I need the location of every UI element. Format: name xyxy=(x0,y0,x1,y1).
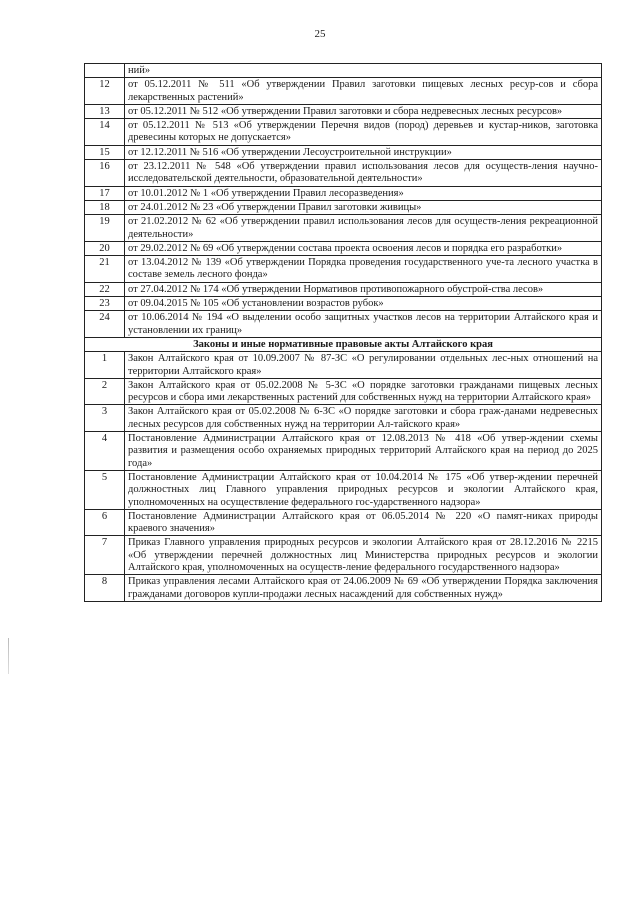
row-number: 17 xyxy=(85,186,125,200)
row-text: от 05.12.2011 № 513 «Об утверждении Перечня видов (пород) деревьев и кустар-ников, заготовка древесины которых не допускается» xyxy=(125,119,602,146)
row-text: Приказ управления лесами Алтайского края от 24.06.2009 № 69 «Об утверждении Порядка заключения гражданами договоров купли-продажи лесных насаждений для собственных нужд» xyxy=(125,575,602,602)
table-row xyxy=(85,256,602,283)
row-number: 24 xyxy=(85,311,125,338)
row-text: от 10.01.2012 № 1 «Об утверждении Правил лесоразведения» xyxy=(125,186,602,200)
row-text: Постановление Администрации Алтайского края от 10.04.2014 № 175 «Об утвер-ждении перечней должностных лиц Главного управления природных ресурсов и экологии Алтайского края, уполномоченных на осуществление федерального гос-ударственного надзора» xyxy=(125,470,602,509)
row-number: 2 xyxy=(85,378,125,405)
table-row xyxy=(85,104,602,118)
regional-acts-rows xyxy=(85,352,602,602)
table-row xyxy=(85,282,602,296)
table-row xyxy=(85,378,602,405)
table-row xyxy=(85,64,602,78)
table-row xyxy=(85,241,602,255)
legal-acts-table xyxy=(84,63,602,602)
legal-acts-table-container xyxy=(84,63,602,602)
federal-acts-rows xyxy=(85,64,602,352)
row-number: 6 xyxy=(85,509,125,536)
row-number: 13 xyxy=(85,104,125,118)
section-heading-row xyxy=(85,337,602,351)
row-number: 23 xyxy=(85,297,125,311)
row-number: 12 xyxy=(85,78,125,105)
table-row xyxy=(85,470,602,509)
row-number: 15 xyxy=(85,145,125,159)
table-row xyxy=(85,145,602,159)
table-row xyxy=(85,200,602,214)
row-text: от 05.12.2011 № 512 «Об утверждении Правил заготовки и сбора недревесных лесных ресурсов» xyxy=(125,104,602,118)
table-row xyxy=(85,352,602,379)
table-row xyxy=(85,78,602,105)
row-number: 8 xyxy=(85,575,125,602)
row-text: от 12.12.2011 № 516 «Об утверждении Лесоустроительной инструкции» xyxy=(125,145,602,159)
row-text: Закон Алтайского края от 05.02.2008 № 5-ЗС «О порядке заготовки гражданами пищевых лесных ресурсов и сбора ими лекарственных растений для собственных нужд на территории Алтайского края» xyxy=(125,378,602,405)
row-number: 14 xyxy=(85,119,125,146)
row-text: от 29.02.2012 № 69 «Об утверждении состава проекта освоения лесов и порядка его разработки» xyxy=(125,241,602,255)
table-row xyxy=(85,575,602,602)
row-text: от 10.06.2014 № 194 «О выделении особо защитных участков лесов на территории Алтайского края и установлении их границ» xyxy=(125,311,602,338)
table-row xyxy=(85,119,602,146)
row-text: от 21.02.2012 № 62 «Об утверждении правил использования лесов для осуществ-ления рекреационной деятельности» xyxy=(125,215,602,242)
table-row xyxy=(85,432,602,471)
scan-margin-mark xyxy=(8,638,9,674)
row-text: от 13.04.2012 № 139 «Об утверждении Порядка проведения государственного уче-та лесного участка в составе земель лесного фонда» xyxy=(125,256,602,283)
row-number: 19 xyxy=(85,215,125,242)
table-row xyxy=(85,311,602,338)
table-row xyxy=(85,297,602,311)
row-text: от 23.12.2011 № 548 «Об утверждении правил использования лесов для осуществ-ления научно-исследовательской деятельности, образовательной деятельности» xyxy=(125,160,602,187)
row-number: 3 xyxy=(85,405,125,432)
row-text: Постановление Администрации Алтайского края от 12.08.2013 № 418 «Об утвер-ждении схемы развития и размещения особо охраняемых природных территорий Алтайского края на период до 2025 года» xyxy=(125,432,602,471)
page-number: 25 xyxy=(314,28,326,40)
row-text: Закон Алтайского края от 10.09.2007 № 87-ЗС «О регулировании отдельных лес-ных отношений на территории Алтайского края» xyxy=(125,352,602,379)
row-number: 7 xyxy=(85,536,125,575)
table-row xyxy=(85,509,602,536)
row-text: Постановление Администрации Алтайского края от 06.05.2014 № 220 «О памят-никах природы краевого значения» xyxy=(125,509,602,536)
row-number: 20 xyxy=(85,241,125,255)
row-text: от 05.12.2011 № 511 «Об утверждении Правил заготовки пищевых лесных ресур-сов и сбора лекарственных растений» xyxy=(125,78,602,105)
row-text: от 09.04.2015 № 105 «Об установлении возрастов рубок» xyxy=(125,297,602,311)
row-number: 21 xyxy=(85,256,125,283)
row-text: ний» xyxy=(125,64,602,78)
table-row xyxy=(85,160,602,187)
row-text: от 27.04.2012 № 174 «Об утверждении Нормативов противопожарного обустрой-ства лесов» xyxy=(125,282,602,296)
row-text: Приказ Главного управления природных ресурсов и экологии Алтайского края от 28.12.2016 № 2215 «Об утверждении перечней должностных лиц Министерства природных ресурсов и экологии Алтайского края, уполномоченных на осуществ-ление федерального государственного надзора» xyxy=(125,536,602,575)
row-text: Закон Алтайского края от 05.02.2008 № 6-ЗС «О порядке заготовки и сбора граж-данами недревесных лесных ресурсов для собственных нужд на территории Ал-тайского края» xyxy=(125,405,602,432)
row-number xyxy=(85,64,125,78)
row-number: 5 xyxy=(85,470,125,509)
row-number: 16 xyxy=(85,160,125,187)
row-number: 4 xyxy=(85,432,125,471)
table-row xyxy=(85,186,602,200)
row-text: от 24.01.2012 № 23 «Об утверждении Правил заготовки живицы» xyxy=(125,200,602,214)
table-row xyxy=(85,405,602,432)
table-row xyxy=(85,215,602,242)
section-heading: Законы и иные нормативные правовые акты Алтайского края xyxy=(85,337,602,351)
row-number: 18 xyxy=(85,200,125,214)
row-number: 22 xyxy=(85,282,125,296)
row-number: 1 xyxy=(85,352,125,379)
table-row xyxy=(85,536,602,575)
